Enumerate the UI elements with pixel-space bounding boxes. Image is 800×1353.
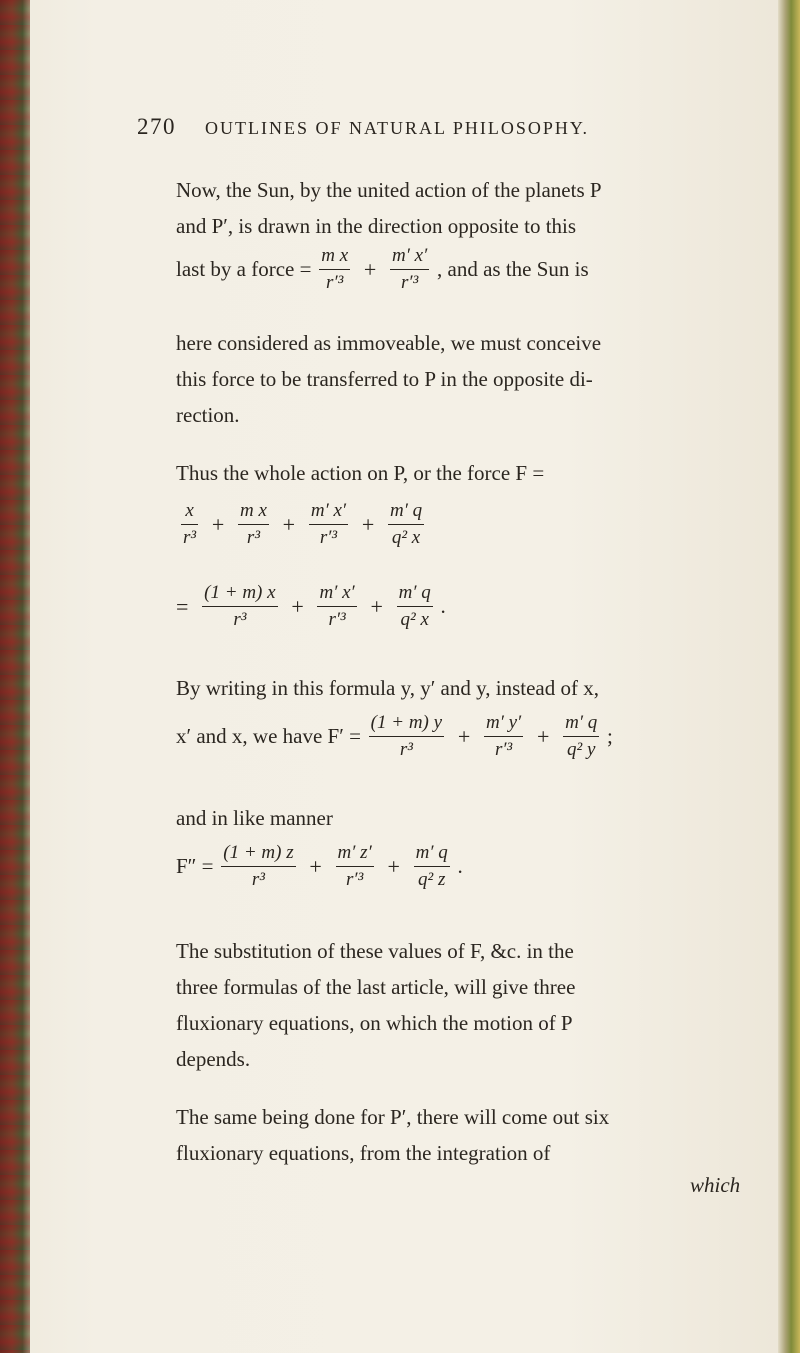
denominator: q² x: [391, 527, 421, 548]
plus-sign: +: [370, 593, 383, 619]
plus-sign: +: [309, 853, 322, 879]
denominator: r³: [183, 527, 197, 548]
denominator: r′³: [319, 527, 338, 548]
numerator: (1 + m) x: [202, 582, 277, 607]
equation-f-prime: [176, 712, 613, 761]
paragraph-line: depends.: [176, 1047, 251, 1071]
plus-sign: +: [363, 256, 377, 282]
fraction: [238, 500, 269, 549]
denominator: r³: [399, 739, 413, 760]
paragraph-text: x′ and x, we have F′ =: [176, 724, 361, 748]
fraction: [202, 582, 277, 631]
denominator: r′³: [346, 869, 364, 890]
fraction: [181, 500, 198, 549]
paragraph-text: last by a force =: [176, 257, 312, 281]
numerator: m x: [319, 245, 350, 270]
numerator: m′ x′: [309, 500, 348, 525]
running-head: [137, 114, 737, 144]
fraction: [397, 582, 433, 631]
equation-force-line: [176, 245, 589, 294]
denominator: r′³: [326, 272, 344, 293]
fraction: [484, 712, 523, 761]
plus-sign: +: [291, 593, 304, 619]
paragraph-line: three formulas of the last article, will give three: [176, 975, 576, 999]
paragraph-line: and in like manner: [176, 806, 333, 830]
numerator: x: [181, 500, 198, 525]
paragraph-line: here considered as immoveable, we must conceive: [176, 331, 602, 355]
denominator: r′³: [494, 739, 513, 760]
numerator: m′ q: [563, 712, 599, 737]
fraction: [336, 842, 374, 891]
semicolon: ;: [607, 724, 613, 748]
fraction: [319, 245, 350, 294]
numerator: (1 + m) z: [221, 842, 295, 867]
equation-whole-action: [178, 500, 427, 549]
denominator: q² y: [567, 739, 596, 760]
numerator: m′ q: [388, 500, 424, 525]
fraction: [369, 712, 444, 761]
denominator: q² z: [418, 869, 446, 890]
denominator: r′³: [401, 272, 419, 293]
numerator: (1 + m) y: [369, 712, 444, 737]
running-title: OUTLINES OF NATURAL PHILOSOPHY.: [205, 118, 590, 138]
fraction: [390, 245, 429, 294]
plus-sign: +: [282, 511, 296, 537]
denominator: r³: [233, 609, 247, 630]
numerator: m x: [238, 500, 269, 525]
equation-whole-action-simplified: [176, 582, 446, 631]
period: .: [457, 854, 463, 878]
numerator: m′ x′: [317, 582, 356, 607]
paragraph-line: The substitution of these values of F, &c. in the: [176, 939, 574, 963]
period: .: [440, 594, 446, 618]
page-right-edge: [778, 0, 800, 1353]
paragraph-line: fluxionary equations, on which the motion of P: [176, 1011, 573, 1035]
plus-sign: +: [536, 723, 550, 749]
fraction: [388, 500, 424, 549]
fraction: [309, 500, 348, 549]
denominator: q² x: [400, 609, 429, 630]
fraction: [221, 842, 295, 891]
numerator: m′ x′: [390, 245, 429, 270]
denominator: r³: [251, 869, 265, 890]
fraction: [414, 842, 450, 891]
paragraph-line: By writing in this formula y, y′ and y, instead of x,: [176, 676, 599, 700]
paragraph-text: , and as the Sun is: [437, 257, 589, 281]
paragraph-line: fluxionary equations, from the integration of: [176, 1141, 551, 1165]
plus-sign: +: [457, 723, 471, 749]
catchword: which: [690, 1173, 741, 1197]
plus-sign: +: [211, 511, 225, 537]
paragraph-line: Now, the Sun, by the united action of the planets P: [176, 178, 602, 202]
book-spine-edge: [0, 0, 30, 1353]
numerator: m′ y′: [484, 712, 523, 737]
paragraph-line: rection.: [176, 403, 240, 427]
numerator: m′ q: [414, 842, 450, 867]
plus-sign: +: [361, 511, 375, 537]
paragraph-line: this force to be transferred to P in the opposite di-: [176, 367, 593, 391]
paragraph-line: Thus the whole action on P, or the force F =: [176, 461, 545, 485]
numerator: m′ z′: [336, 842, 374, 867]
denominator: r³: [246, 527, 261, 548]
equation-lead: F″ =: [176, 854, 214, 878]
equals-sign: =: [176, 593, 189, 619]
paragraph-line: and P′, is drawn in the direction opposite to this: [176, 214, 577, 238]
equation-f-double-prime: [176, 842, 463, 891]
paragraph-line: The same being done for P′, there will come out six: [176, 1105, 610, 1129]
plus-sign: +: [387, 853, 400, 879]
page-number: 270: [137, 114, 176, 139]
fraction: [563, 712, 599, 761]
fraction: [317, 582, 356, 631]
numerator: m′ q: [397, 582, 433, 607]
denominator: r′³: [328, 609, 346, 630]
